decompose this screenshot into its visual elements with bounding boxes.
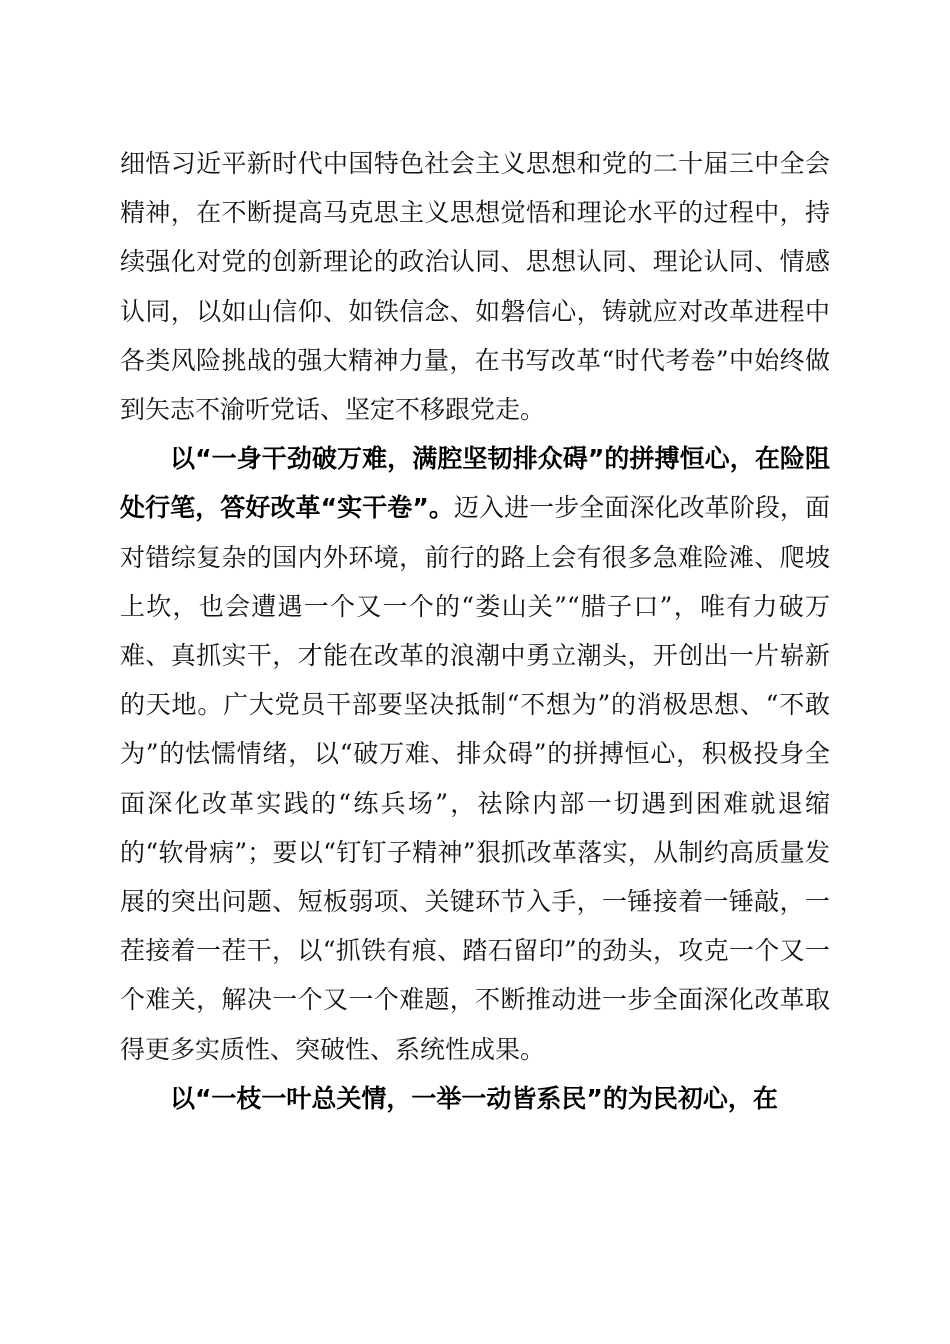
paragraph-people-first <box>120 1074 830 1123</box>
paragraph-heading: 以“一枝一叶总关情，一举一动皆系民”的为民初心，在 <box>170 1083 778 1113</box>
paragraph-body-text: 细悟习近平新时代中国特色社会主义思想和党的二十届三中全会精神，在不断提高马克思主义思想觉悟和理论水平的过程中，持续强化对党的创新理论的政治认同、思想认同、理论认同、情感认同，以如山信仰、如铁信念、如磐信心，铸就应对改革进程中各类风险挑战的强大精神力量，在书写改革“时代考卷”中始终做到矢志不渝听党话、坚定不移跟党走。 <box>120 149 830 425</box>
paragraph-continuation <box>120 139 830 434</box>
paragraph-hard-work <box>120 434 830 1074</box>
paragraph-heading: 以“一身干劲破万难，满腔坚韧排众碍”的拼搏恒心，在险阻处行笔，答好改革“实干卷”。 <box>120 444 830 523</box>
body-text <box>120 139 830 1123</box>
paragraph-body-text: 迈入进一步全面深化改革阶段，面对错综复杂的国内外环境，前行的路上会有很多急难险滩、爬坡上坎，也会遭遇一个又一个的“娄山关”“腊子口”，唯有力破万难、真抓实干，才能在改革的浪潮中勇立潮头，开创出一片崭新的天地。广大党员干部要坚决抵制“不想为”的消极思想、“不敢为”的怯懦情绪，以“破万难、排众碍”的拼搏恒心，积极投身全面深化改革实践的“练兵场”，祛除内部一切遇到困难就退缩的“软骨病”；要以“钉钉子精神”狠抓改革落实，从制约高质量发展的突出问题、短板弱项、关键环节入手，一锤接着一锤敲，一茬接着一茬干，以“抓铁有痕、踏石留印”的劲头，攻克一个又一个难关，解决一个又一个难题，不断推动进一步全面深化改革取得更多实质性、突破性、系统性成果。 <box>120 493 830 1064</box>
